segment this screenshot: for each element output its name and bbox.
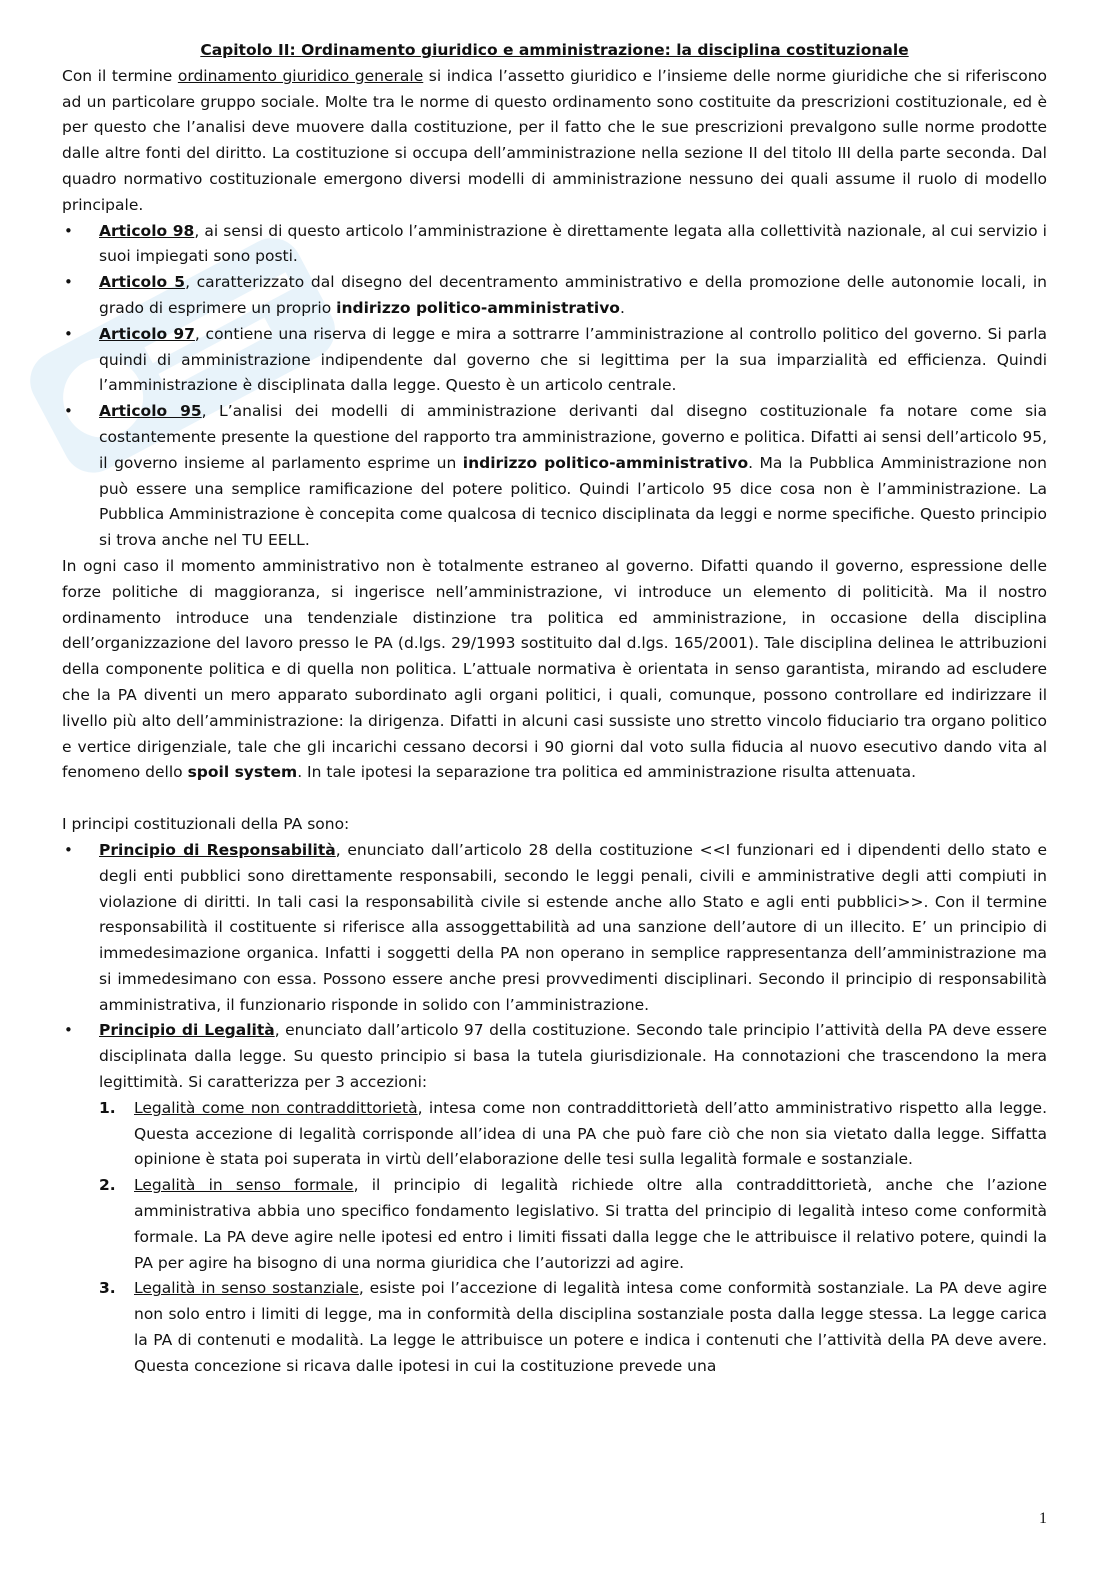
intro-paragraph: Con il termine ordinamento giuridico generale si indica l’assetto giuridico e l’insieme delle norme giuridiche che si riferiscono ad un particolare gruppo sociale. Molte tra le norme di questo ordinamento sono costituite da prescrizioni costituzionale, ed è per questo che l’analisi deve muovere dalla costituzione, per il fatto che le sue prescrizioni prevalgono sulle norme prodotte dalle altre fonti del diritto. La costituzione si occupa dell’amministrazione nella sezione II del titolo III della parte seconda. Dal quadro normativo costituzionale emergono diversi modelli di amministrazione nessuno dei quali assume il ruolo di modello principale.	[62, 66, 1047, 214]
principles-intro: I principi costituzionali della PA sono:	[62, 815, 350, 834]
chapter-title: Capitolo II: Ordinamento giuridico e amministrazione: la disciplina costituzionale	[200, 41, 909, 59]
list-item: 1. Legalità come non contraddittorietà, intesa come non contraddittorietà dell’atto amministrativo rispetto alla legge. Questa accezione di legalità corrisponde all’idea di una PA che può fare ciò che non sia vietato dalla legge. Siffatta opinione è stata poi superata in virtù dell’elaborazione delle tesi sulla legalità formale e sostanziale.	[99, 1098, 1048, 1169]
list-item: • Articolo 98, ai sensi di questo articolo l’amministrazione è direttamente legata alla collettività nazionale, al cui servizio i suoi impiegati sono posti.	[62, 219, 1047, 271]
term-ordinamento: ordinamento giuridico generale	[177, 66, 424, 85]
document-body	[62, 38, 1047, 1380]
politics-paragraph: In ogni caso il momento amministrativo non è totalmente estraneo al governo. Difatti quando il governo, espressione delle forze politiche di maggioranza, si ingerisce nell’amministrazione, vi introduce un elemento di politicità. Ma il nostro ordinamento introduce una tendenziale distinzione tra politica ed amministrazione, in occasione della disciplina dell’organizzazione del lavoro presso le PA (d.lgs. 29/1993 sostituito dal d.lgs. 165/2001). Tale disciplina delinea le attribuzioni della componente politica e di quella non politica. L’attuale normativa è orientata in senso garantista, mirando ad escludere che la PA diventi un mero apparato subordinato agli organi politici, i quali, comunque, possono controllare ed indirizzare il livello più alto dell’amministrazione: la dirigenza. Difatti in alcuni casi sussiste uno stretto vincolo fiduciario tra organo politico e vertice dirigenziale, tale che gli incarichi cessano decorsi i 90 giorni dal voto sulla fiducia al nuovo esecutivo dando vita al fenomeno dello spoil system. In tale ipotesi la separazione tra politica ed amministrazione risulta attenuata.	[62, 556, 1047, 782]
list-item: • Articolo 5, caratterizzato dal disegno del decentramento amministrativo e della promozione delle autonomie locali, in grado di esprimere un proprio indirizzo politico-amministrativo.	[62, 270, 1047, 322]
list-item: • Articolo 97, contiene una riserva di legge e mira a sottrarre l’amministrazione al controllo politico del governo. Si parla quindi di amministrazione indipendente dal governo che si legittima per la sua imparzialità ed efficienza. Quindi l’amministrazione è disciplinata dalla legge. Questo è un articolo centrale.	[62, 322, 1047, 399]
accezioni-list	[99, 1096, 1047, 1380]
list-item: 3. Legalità in senso sostanziale, esiste poi l’accezione di legalità intesa come conformità sostanziale. La PA deve agire non solo entro i limiti di legge, ma in conformità della disciplina sostanziale posta dalla legge stessa. La legge carica la PA di contenuti e modalità. La legge le attribuisce un potere e indica i contenuti che l’attività della PA deve avere. Questa concezione si ricava dalle ipotesi in cui la costituzione prevede una	[99, 1279, 1047, 1375]
list-item: • Principio di Responsabilità, enunciato dall’articolo 28 della costituzione <<I funzionari ed i dipendenti dello stato e degli enti pubblici sono direttamente responsabili, secondo le leggi penali, civili e amministrative degli atti compiuti in violazione di diritti. In tali casi la responsabilità civile si estende anche allo Stato e agli enti pubblici>>. Con il termine responsabilità il costituente si riferisce alla assoggettabilità ad una sanzione dell’autore di un illecito. E’ un principio di immedesimazione organica. Infatti i soggetti della PA non operano in semplice rappresentanza dell’amministrazione ma si immedesimano con essa. Possono essere anche presi provvedimenti disciplinari. Secondo il principio di responsabilità amministrativa, il funzionario risponde in solido con l’amministrazione.	[62, 838, 1047, 1019]
list-item: • Principio di Legalità, enunciato dall’articolo 97 della costituzione. Secondo tale principio l’attività della PA deve essere disciplinata dalla legge. Su questo principio si basa la tutela giurisdizionale. Ha connotazioni che trascendono la mera legittimità. Si caratterizza per 3 accezioni: 1. Legalità come non contraddittorietà, intesa come non contraddittorietà dell’atto amministrativo rispetto alla legge. Questa accezione di legalità corrisponde all’idea di una PA che può fare ciò che non sia vietato dalla legge. Siffatta opinione è stata poi superata in virtù dell’elaborazione delle tesi sulla legalità formale e sostanziale. 2. Legalità in senso formale, il principio di legalità richiede oltre alla contraddittorietà, anche che l’azione amministrativa abbia uno specifico fondamento legislativo. Si tratta del principio di legalità inteso come conformità formale. La PA deve agire nelle ipotesi ed entro i limiti fissati dalla legge che le attribuisce il relativo potere, quindi la PA per agire ha bisogno di una norma giuridica che l’autorizzi ad agire. 3. Legalità in senso sostanziale, esiste poi l’accezione di legalità intesa come conformità sostanziale. La PA deve agire non solo entro i limiti di legge, ma in conformità della disciplina sostanziale posta dalla legge stessa. La legge carica la PA di contenuti e modalità. La legge le attribuisce un potere e indica i contenuti che l’attività della PA deve avere. Questa concezione si ricava dalle ipotesi in cui la costituzione prevede una	[62, 1018, 1047, 1379]
list-item: 2. Legalità in senso formale, il principio di legalità richiede oltre alla contraddittorietà, anche che l’azione amministrativa abbia uno specifico fondamento legislativo. Si tratta del principio di legalità inteso come conformità formale. La PA deve agire nelle ipotesi ed entro i limiti fissati dalla legge che le attribuisce il relativo potere, quindi la PA per agire ha bisogno di una norma giuridica che l’autorizzi ad agire.	[99, 1176, 1047, 1272]
articles-list	[62, 219, 1047, 554]
list-item: • Articolo 95, L’analisi dei modelli di amministrazione derivanti dal disegno costituzionale fa notare come sia costantemente presente la questione del rapporto tra amministrazione, governo e politica. Difatti ai sensi dell’articolo 95, il governo insieme al parlamento esprime un indirizzo politico-amministrativo. Ma la Pubblica Amministrazione non può essere una semplice ramificazione del potere politico. Quindi l’articolo 95 dice cosa non è l’amministrazione. La Pubblica Amministrazione è concepita come qualcosa di tecnico disciplinata da leggi e norme specifiche. Questo principio si trova anche nel TU EELL.	[62, 399, 1047, 554]
page-number: 1	[1039, 1510, 1047, 1527]
principles-list	[62, 838, 1047, 1380]
